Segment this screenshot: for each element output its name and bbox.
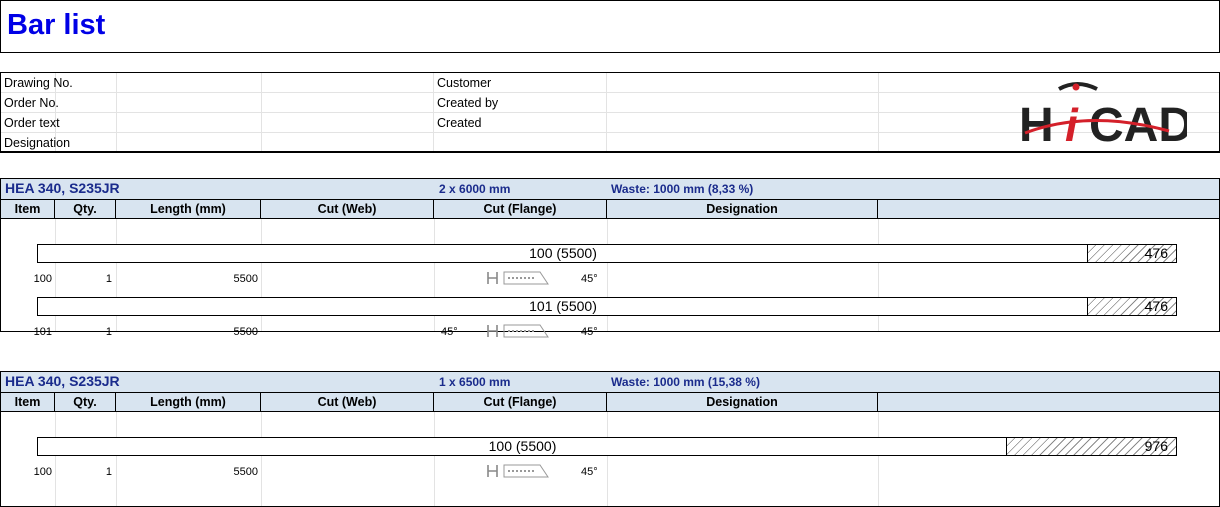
column-header-qty: Qty. — [55, 200, 116, 218]
column-header-blank — [878, 200, 1220, 218]
column-header-item: Item — [1, 200, 55, 218]
waste-segment — [1087, 297, 1177, 316]
created-by-label: Created by — [437, 96, 499, 110]
waste-label: 976 — [1144, 438, 1168, 454]
column-header-row — [0, 392, 1220, 412]
cut-flange-angle: 45° — [581, 466, 598, 478]
drawing-no-label: Drawing No. — [4, 76, 73, 90]
waste-label: 476 — [1144, 245, 1168, 261]
cut-bar — [37, 244, 1177, 263]
column-header-qty: Qty. — [55, 393, 116, 411]
title-box — [0, 0, 1220, 53]
column-header-blank — [878, 393, 1220, 411]
hicad-logo-graphic — [1019, 79, 1187, 147]
logo-text-i: i — [1065, 99, 1078, 147]
cut-web-angle: 45° — [441, 326, 458, 338]
section-profile: HEA 340, S235JR — [5, 373, 120, 389]
logo-text-h: H — [1019, 99, 1054, 147]
cut-bar — [37, 437, 1177, 456]
item-number: 101 — [33, 326, 52, 338]
quantity: 1 — [105, 273, 112, 285]
grid-line — [261, 412, 262, 506]
cut-flange-angle: 45° — [581, 326, 598, 338]
grid-line — [55, 412, 56, 506]
created-label: Created — [437, 116, 482, 130]
quantity: 1 — [105, 326, 112, 338]
column-header-length: Length (mm) — [116, 200, 261, 218]
waste-label: 476 — [1144, 298, 1168, 314]
cut-icon-wrap — [486, 463, 552, 484]
item-number: 100 — [33, 466, 52, 478]
cut-icon-wrap — [486, 270, 552, 291]
column-header-cut-flange: Cut (Flange) — [434, 393, 607, 411]
waste-segment — [1087, 244, 1177, 263]
column-header-cut-web: Cut (Web) — [261, 393, 434, 411]
grid-line — [878, 412, 879, 506]
column-header-designation: Designation — [607, 200, 878, 218]
designation-label: Designation — [4, 136, 71, 150]
column-header-cut-web: Cut (Web) — [261, 200, 434, 218]
length: 5500 — [233, 466, 258, 478]
waste-segment — [1006, 437, 1177, 456]
cut-profile-icon — [486, 323, 552, 339]
cut-flange-angle: 45° — [581, 273, 598, 285]
cut-bar-label: 100 (5500) — [488, 438, 557, 454]
grid-line — [116, 412, 117, 506]
page-title: Bar list — [7, 9, 106, 41]
item-number: 100 — [33, 273, 52, 285]
grid-line — [607, 412, 608, 506]
column-header-row — [0, 199, 1220, 219]
cut-bar — [37, 297, 1177, 316]
section-body — [0, 412, 1220, 507]
order-no-label: Order No. — [4, 96, 59, 110]
column-header-item: Item — [1, 393, 55, 411]
section-waste: Waste: 1000 mm (15,38 %) — [611, 375, 760, 389]
cut-bar-label: 100 (5500) — [529, 245, 597, 261]
hicad-logo — [1019, 79, 1187, 152]
cut-profile-icon — [486, 463, 552, 479]
customer-label: Customer — [437, 76, 492, 90]
quantity: 1 — [105, 466, 112, 478]
column-header-designation: Designation — [607, 393, 878, 411]
logo-text-cad: CAD — [1089, 99, 1187, 147]
cut-bar-label: 101 (5500) — [529, 298, 597, 314]
section-header — [0, 178, 1220, 199]
section-profile: HEA 340, S235JR — [5, 180, 120, 196]
length: 5500 — [233, 273, 258, 285]
section-stock-length: 2 x 6000 mm — [439, 182, 511, 196]
column-header-length: Length (mm) — [116, 393, 261, 411]
order-text-label: Order text — [4, 116, 60, 130]
grid-line — [434, 412, 435, 506]
length: 5500 — [233, 326, 258, 338]
section-header — [0, 371, 1220, 392]
column-header-cut-flange: Cut (Flange) — [434, 200, 607, 218]
section-stock-length: 1 x 6500 mm — [439, 375, 511, 389]
info-box — [0, 72, 1220, 153]
cut-icon-wrap — [486, 323, 552, 344]
cut-profile-icon — [486, 270, 552, 286]
section-waste: Waste: 1000 mm (8,33 %) — [611, 182, 754, 196]
